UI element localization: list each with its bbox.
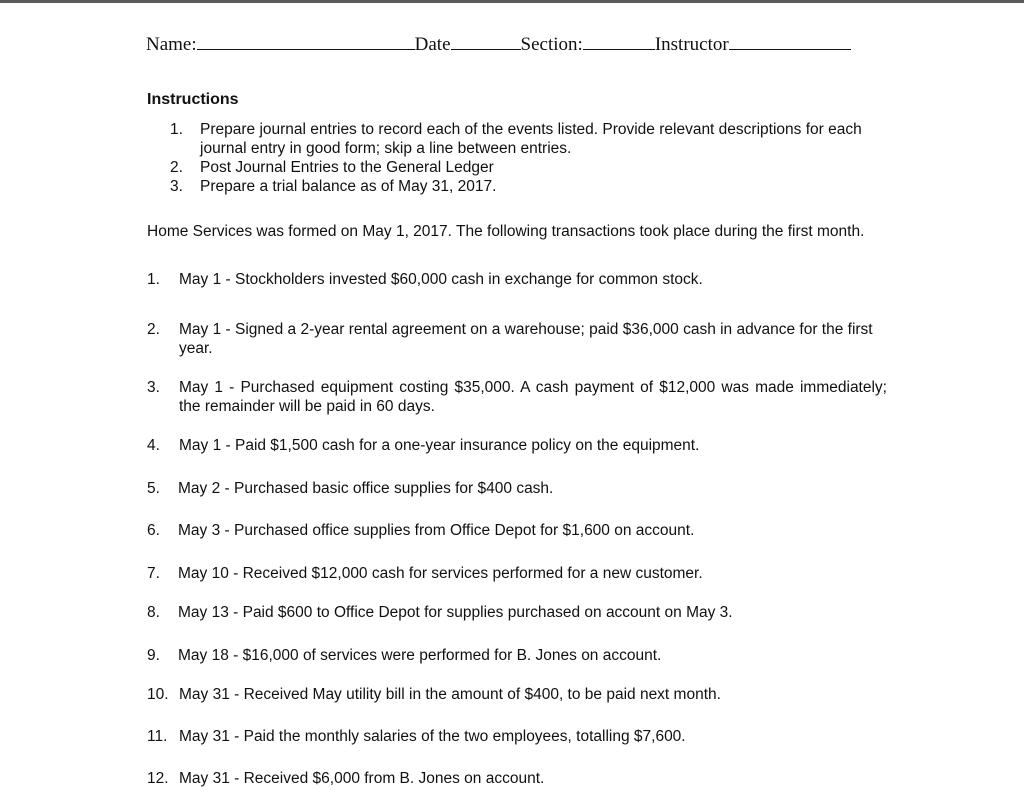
transaction-text: May 31 - Received $6,000 from B. Jones on account.: [179, 770, 545, 787]
transaction-item: [147, 270, 887, 289]
transaction-text: May 1 - Signed a 2-year rental agreement on a warehouse; paid $36,000 cash in advance for the first year.: [179, 321, 873, 357]
scenario-intro: Home Services was formed on May 1, 2017. The following transactions took place during the first month.: [147, 223, 865, 240]
instruction-text: Prepare a trial balance as of May 31, 2017.: [200, 178, 497, 195]
transaction-text: May 1 - Stockholders invested $60,000 cash in exchange for common stock.: [179, 271, 703, 288]
transaction-item: [147, 479, 887, 498]
instructions-heading: Instructions: [147, 91, 239, 108]
transaction-text: May 10 - Received $12,000 cash for services performed for a new customer.: [178, 565, 703, 582]
transaction-item: [147, 646, 887, 665]
instructions-list: [170, 120, 890, 196]
transaction-item: [147, 320, 887, 358]
student-info-header: [146, 33, 866, 56]
instruction-number: 1.: [170, 121, 183, 138]
transaction-text: May 31 - Paid the monthly salaries of the two employees, totalling $7,600.: [179, 728, 686, 745]
transaction-number: 11.: [147, 728, 168, 745]
transaction-item: [147, 727, 887, 746]
transaction-item: [147, 521, 887, 540]
transaction-item: [147, 603, 887, 622]
transaction-item: [147, 685, 887, 704]
name-blank: [197, 33, 415, 50]
transaction-text: May 31 - Received May utility bill in the amount of $400, to be paid next month.: [179, 686, 721, 703]
name-label: Name:: [146, 34, 197, 55]
transaction-number: 12.: [147, 770, 169, 787]
instructor-label: Instructor: [654, 34, 729, 55]
transaction-number: 4.: [147, 437, 160, 454]
transaction-text: May 1 - Paid $1,500 cash for a one-year insurance policy on the equipment.: [179, 437, 700, 454]
section-label: Section:: [520, 34, 583, 55]
transaction-number: 8.: [147, 604, 160, 621]
transaction-number: 6.: [147, 522, 160, 539]
transaction-number: 2.: [147, 321, 160, 338]
instruction-text: Prepare journal entries to record each of the events listed. Provide relevant descriptions for each journal entry in good form; skip a line between entries.: [200, 121, 862, 157]
instructor-blank: [729, 33, 851, 50]
instruction-text: Post Journal Entries to the General Ledger: [200, 159, 494, 176]
instruction-number: 2.: [170, 159, 183, 176]
transaction-number: 1.: [147, 271, 160, 288]
instruction-item: [170, 120, 890, 158]
transaction-number: 9.: [147, 647, 160, 664]
date-label: Date: [414, 34, 451, 55]
date-blank: [451, 33, 521, 50]
transaction-text: May 3 - Purchased office supplies from Office Depot for $1,600 on account.: [178, 522, 695, 539]
instruction-item: [170, 158, 890, 177]
transaction-item: [147, 378, 887, 416]
transaction-number: 5.: [147, 480, 160, 497]
transaction-item: [147, 564, 887, 583]
transaction-number: 7.: [147, 565, 160, 582]
transaction-number: 3.: [147, 379, 160, 396]
instruction-item: [170, 177, 890, 196]
section-blank: [583, 33, 655, 50]
transaction-text: May 2 - Purchased basic office supplies for $400 cash.: [178, 480, 554, 497]
transaction-text: May 13 - Paid $600 to Office Depot for supplies purchased on account on May 3.: [178, 604, 733, 621]
instruction-number: 3.: [170, 178, 183, 195]
transaction-item: [147, 769, 887, 788]
transaction-text: May 1 - Purchased equipment costing $35,000. A cash payment of $12,000 was made immediately; the remainder will be paid in 60 days.: [179, 379, 887, 415]
transaction-item: [147, 436, 887, 455]
transaction-text: May 18 - $16,000 of services were performed for B. Jones on account.: [178, 647, 662, 664]
transaction-number: 10.: [147, 686, 169, 703]
